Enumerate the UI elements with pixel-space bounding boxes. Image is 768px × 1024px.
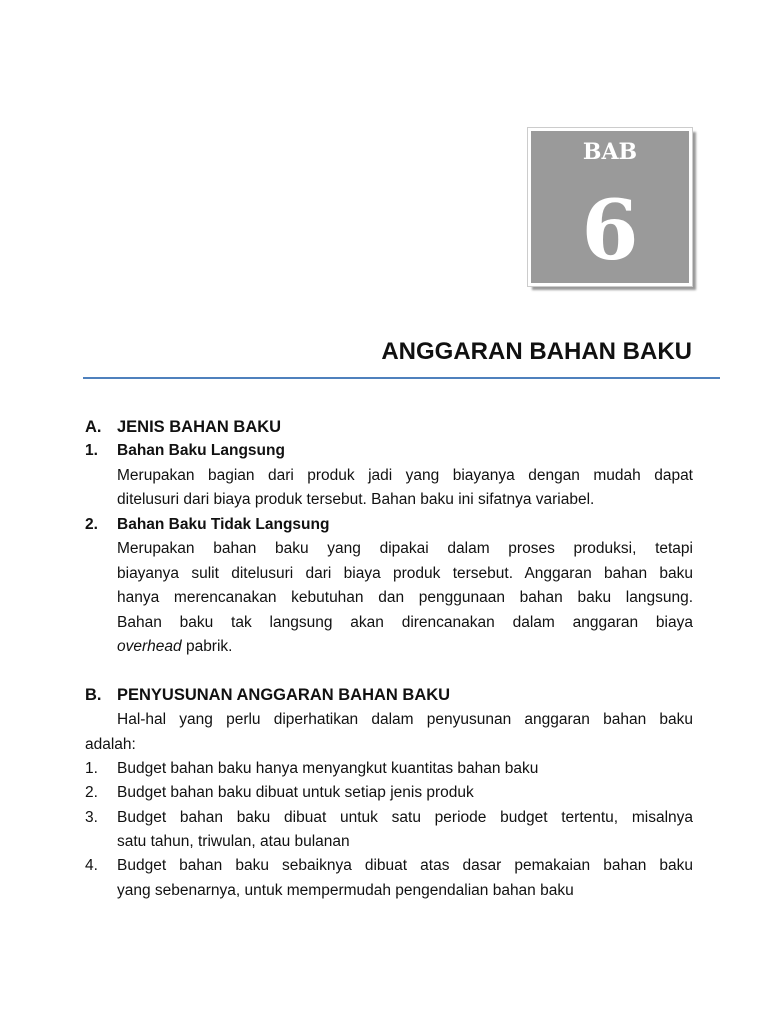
italic-term: overhead bbox=[117, 638, 182, 655]
title-divider bbox=[83, 377, 720, 379]
list-item-line: Budget bahan baku hanya menyangkut kuantitas bahan baku bbox=[117, 760, 539, 777]
paragraph-line: ditelusuri dari biaya produk tersebut. Bahan baku ini sifatnya variabel. bbox=[117, 491, 595, 508]
paragraph-line: Bahan baku tak langsung akan direncanakan dalam anggaran biaya bbox=[117, 613, 693, 631]
list-item-line: Budget bahan baku sebaiknya dibuat atas dasar pemakaian bahan baku bbox=[117, 857, 693, 875]
section-marker: A. bbox=[85, 418, 102, 436]
paragraph-line: hanya merencanakan kebutuhan dan penggunaan bahan baku langsung. bbox=[117, 589, 693, 606]
item-marker: 1. bbox=[85, 442, 98, 459]
section-heading: JENIS BAHAN BAKU bbox=[117, 418, 282, 436]
paragraph-line: Merupakan bagian dari produk jadi yang biayanya dengan mudah dapat bbox=[117, 466, 693, 484]
item-marker: 2. bbox=[85, 515, 98, 533]
item-heading: Bahan Baku Tidak Langsung bbox=[117, 515, 330, 533]
item-heading: Bahan Baku Langsung bbox=[117, 442, 285, 459]
chapter-label: BAB bbox=[582, 139, 638, 165]
paragraph-line: adalah: bbox=[85, 735, 136, 753]
page-title: ANGGARAN BAHAN BAKU bbox=[381, 338, 692, 365]
list-marker: 3. bbox=[85, 808, 98, 826]
section-marker: B. bbox=[85, 686, 102, 704]
paragraph-line: overhead pabrik. bbox=[117, 638, 233, 655]
chapter-number: 6 bbox=[581, 183, 639, 279]
list-marker: 1. bbox=[85, 760, 98, 777]
paragraph-line: biayanya sulit ditelusuri dari biaya produk tersebut. Anggaran bahan baku bbox=[117, 564, 693, 582]
section-heading: PENYUSUNAN ANGGARAN BAHAN BAKU bbox=[117, 686, 451, 704]
list-item-line: satu tahun, triwulan, atau bulanan bbox=[117, 832, 350, 850]
list-item-line: Budget bahan baku dibuat untuk setiap jenis produk bbox=[117, 784, 474, 802]
paragraph-line: Merupakan bahan baku yang dipakai dalam proses produksi, tetapi bbox=[117, 540, 693, 557]
list-marker: 4. bbox=[85, 857, 98, 875]
list-marker: 2. bbox=[85, 784, 98, 802]
paragraph-line: Hal-hal yang perlu diperhatikan dalam penyusunan anggaran bahan baku bbox=[117, 711, 693, 728]
chapter-badge bbox=[528, 128, 692, 286]
list-item-line: yang sebenarnya, untuk mempermudah pengendalian bahan baku bbox=[117, 881, 574, 899]
list-item-line: Budget bahan baku dibuat untuk satu periode budget tertentu, misalnya bbox=[117, 808, 693, 826]
